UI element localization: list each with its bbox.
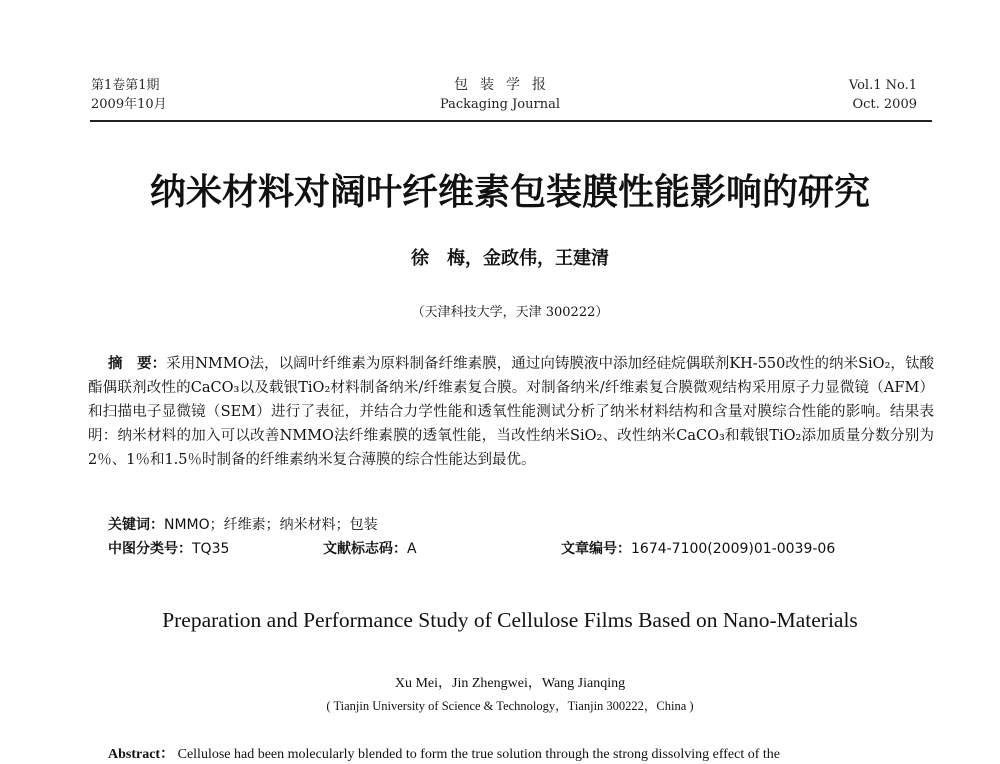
header-rule	[90, 120, 932, 122]
issue-date-cn: 2009年10月	[91, 97, 167, 112]
doc-code-label: 文献标志码：	[323, 541, 407, 557]
keywords-text: NMMO；纤维素；纳米材料；包装	[164, 517, 378, 533]
journal-name-cn: 包装学报	[454, 77, 558, 93]
volume-issue: 第1卷第1期	[91, 78, 160, 93]
journal-name-en: Packaging Journal	[439, 97, 561, 112]
issue-date-en: Oct. 2009	[852, 97, 917, 112]
authors-en: Xu Mei，Jin Zhengwei，Wang Jianqing	[394, 676, 626, 691]
affiliation-cn: （天津科技大学，天津 300222）	[411, 305, 609, 320]
journal-name	[300, 76, 700, 114]
volume-issue-en: Vol.1 No.1	[848, 78, 917, 93]
clc-number	[108, 539, 229, 559]
paper-title-cn: 纳米材料对阔叶纤维素包装膜性能影响的研究	[149, 171, 870, 213]
clc-value: TQ35	[192, 541, 230, 557]
article-no-value: 1674-7100(2009)01-0039-06	[631, 541, 836, 557]
keywords-label: 关键词：	[108, 517, 164, 533]
journal-issue-info	[91, 76, 167, 114]
paper-title-en: Preparation and Performance Study of Cellulose Films Based on Nano-Materials	[162, 608, 858, 632]
keywords	[108, 515, 378, 535]
abstract-cn-label: 摘 要：	[108, 356, 167, 372]
authors-cn: 徐 梅，金政伟，王建清	[411, 248, 609, 269]
doc-code-value: A	[407, 541, 417, 557]
abstract-cn-text: 采用NMMO法，以阔叶纤维素为原料制备纤维素膜，通过向铸膜液中添加经硅烷偶联剂KH-550改性的纳米SiO₂，钛酸酯偶联剂改性的CaCO₃以及载银TiO₂材料制备纳米/纤维素复合膜。对制备纳米/纤维素复合膜微观结构采用原子力显微镜（AFM）和扫描电子显微镜（SEM）进行了表征，并结合力学性能和透氧性能测试分析了纳米材料结构和含量对膜综合性能的影响。结果表明：纳米材料的加入可以改善NMMO法纤维素膜的透氧性能，当改性纳米SiO₂、改性纳米CaCO₃和载银TiO₂添加质量分数分别为2％、1％和1.5％时制备的纤维素纳米复合薄膜的综合性能达到最优。	[88, 356, 934, 468]
abstract-en-text: Cellulose had been molecularly blended to form the true solution through the strong dissolving effect of the	[177, 747, 780, 762]
article-no-label: 文章编号：	[561, 541, 631, 557]
article-number	[561, 539, 835, 559]
abstract-en-label: Abstract：	[108, 747, 175, 762]
affiliation-en: ( Tianjin University of Science & Technology，Tianjin 300222，China )	[326, 699, 694, 713]
abstract-cn	[88, 352, 934, 472]
journal-issue-info-en	[849, 76, 917, 114]
document-code	[323, 539, 417, 559]
clc-label: 中图分类号：	[108, 541, 192, 557]
abstract-en	[108, 746, 938, 764]
